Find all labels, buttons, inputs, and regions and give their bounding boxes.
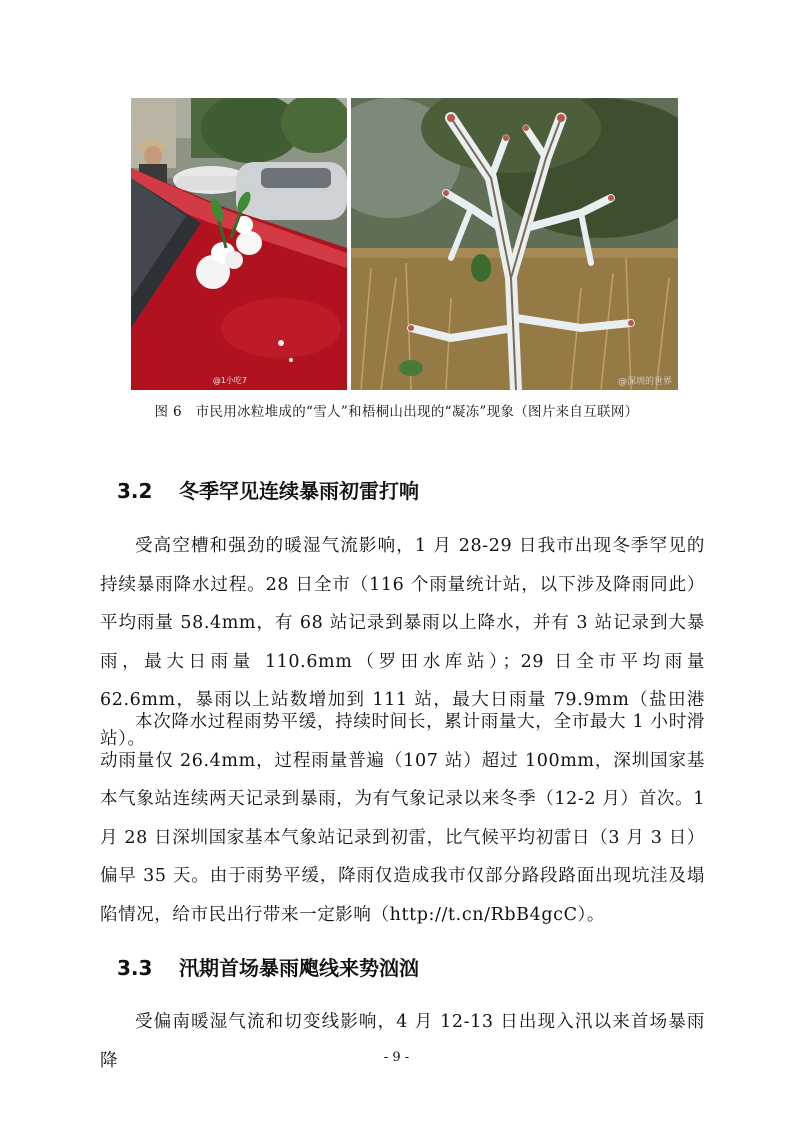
frost-branches-photo [351, 98, 678, 390]
snowman-photo-art [131, 98, 347, 390]
page-number: - 9 - [383, 1050, 410, 1065]
figure-caption: 图 6 市民用冰粒堆成的“雪人”和梧桐山出现的“凝冻”现象（图片来自互联网） [154, 404, 639, 420]
section-3-3-heading [117, 952, 419, 981]
frost-branches-photo-art [351, 98, 678, 390]
section-3-3-number: 3.3 [117, 956, 153, 980]
left-photo-watermark: @1小吃7 [212, 376, 247, 385]
section-3-2-number: 3.2 [117, 479, 153, 503]
section-3-2-paragraph-2: 本次降水过程雨势平缓，持续时间长，累计雨量大，全市最大 1 小时滑动雨量仅 26.4mm，过程雨量普遍（107 站）超过 100mm，深圳国家基本气象站连续两天记录到暴雨，为有气象记录以来冬季（12-2 月）首次。1 月 28 日深圳国家基本气象站记录到初雷，比气候平均初雷日（3 月 3 日）偏早 35 天。由于雨势平缓，降雨仅造成我市仅部分路段路面出现坑洼及塌陷情况，给市民出行带来一定影响（http://t.cn/RbB4gcC）。 [100, 712, 705, 925]
section-3-2-paragraph-1: 受高空槽和强劲的暖湿气流影响，1 月 28-29 日我市出现冬季罕见的持续暴雨降水过程。28 日全市（116 个雨量统计站，以下涉及降雨同此）平均雨量 58.4mm，有 68 站记录到暴雨以上降水，并有 3 站记录到大暴雨，最大日雨量 110.6mm（罗田水库站）；29 日全市平均雨量 62.6mm，暴雨以上站数增加到 111 站，最大日雨量 79.9mm（盐田港站）。 [100, 536, 705, 749]
section-3-2-heading [117, 475, 419, 504]
section-3-2-title: 冬季罕见连续暴雨初雷打响 [179, 479, 419, 503]
right-photo-watermark: @深圳的世界 [617, 377, 672, 387]
section-3-3-paragraph-1: 受偏南暖湿气流和切变线影响，4 月 12-13 日出现入汛以来首场暴雨降 [100, 1012, 705, 1071]
section-3-3-title: 汛期首场暴雨飑线来势汹汹 [179, 956, 419, 980]
snowman-photo [131, 98, 347, 390]
